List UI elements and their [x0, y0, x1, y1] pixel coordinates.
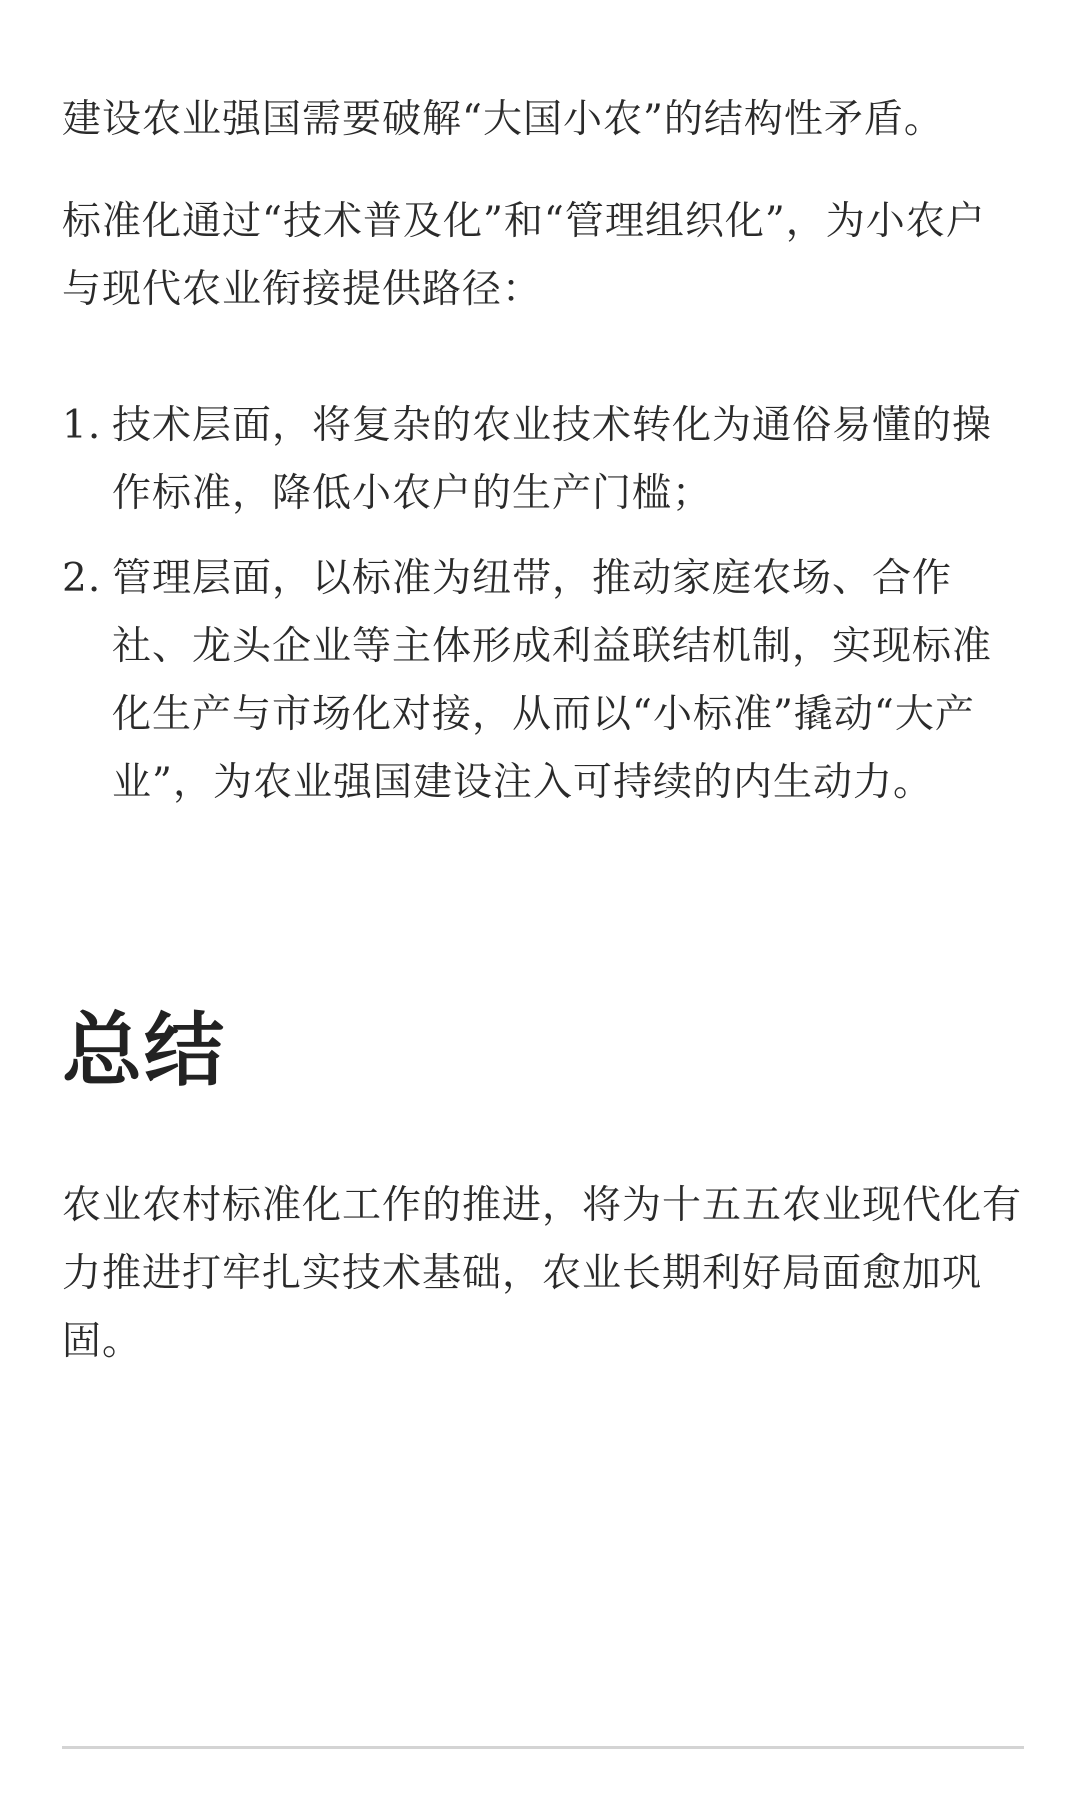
- list-item-text: 技术层面，将复杂的农业技术转化为通俗易懂的操作标准，降低小农户的生产门槛；: [112, 403, 993, 516]
- paragraph-intro: 建设农业强国需要破解“大国小农”的结构性矛盾。: [62, 97, 944, 142]
- list-item-text: 管理层面，以标准为纽带，推动家庭农场、合作社、龙头企业等主体形成利益联结机制，实现标准化生产与市场化对接，从而以“小标准”撬动“大产业”，为农业强国建设注入可持续的内生动力。: [112, 556, 993, 805]
- paragraph-standardization: 标准化通过“技术普及化”和“管理组织化”，为小农户与现代农业衔接提供路径：: [62, 199, 986, 312]
- list-item-number: 1.: [62, 403, 102, 448]
- bottom-divider: [62, 1746, 1024, 1749]
- section-heading-summary: 总结: [62, 1003, 226, 1097]
- ordered-list: [62, 392, 1024, 817]
- list-item-number: 2.: [62, 556, 102, 601]
- list-item: [62, 392, 1024, 528]
- paragraph-summary: 农业农村标准化工作的推进，将为十五五农业现代化有力推进打牢扎实技术基础，农业长期利好局面愈加巩固。: [62, 1183, 1023, 1364]
- list-item: [62, 545, 1024, 817]
